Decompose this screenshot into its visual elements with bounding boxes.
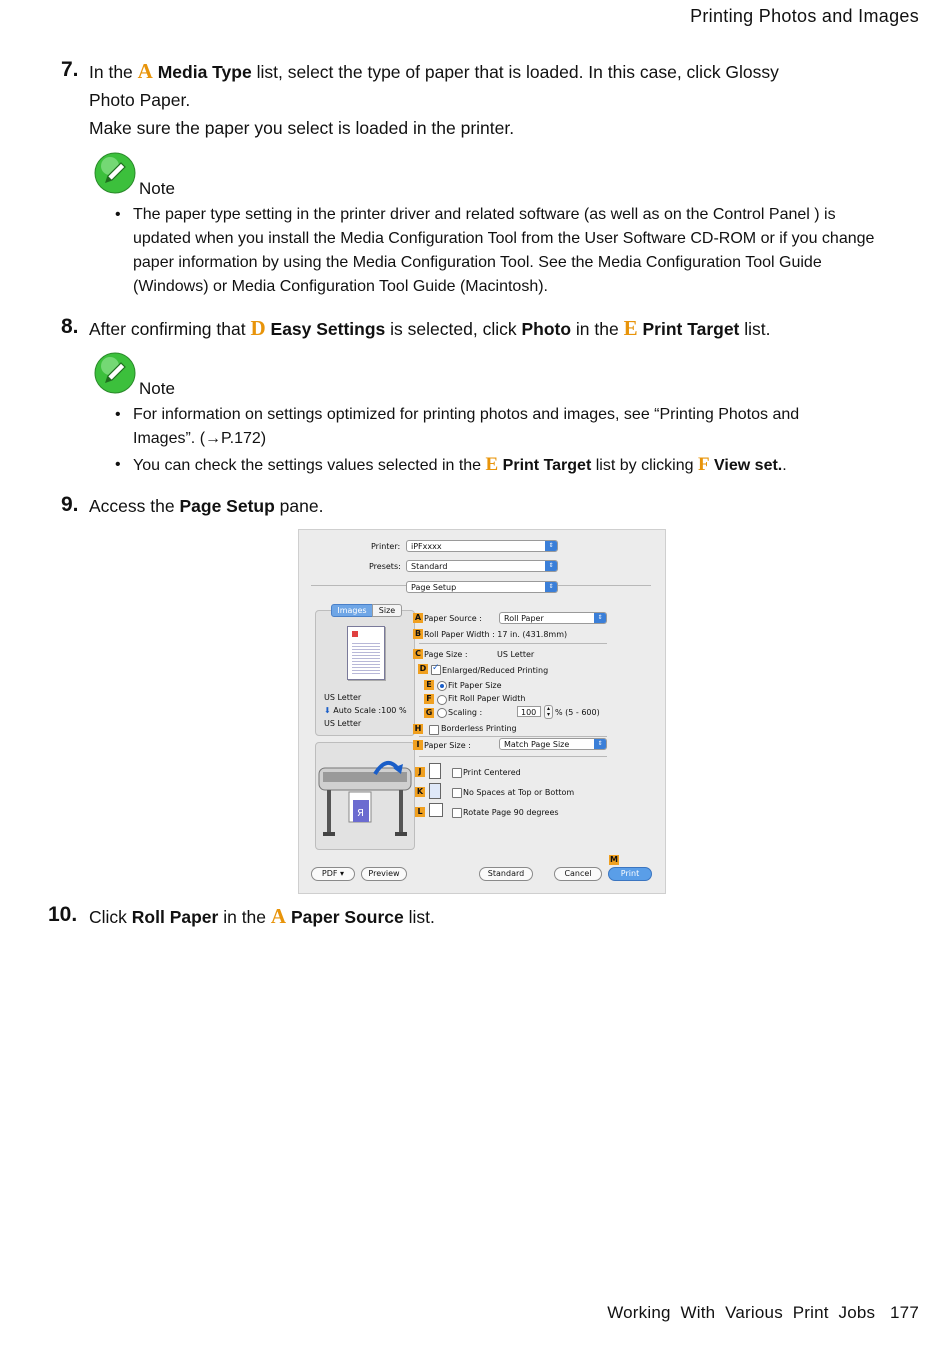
page-size-label: Page Size :	[424, 650, 468, 659]
scaling-label: Scaling :	[448, 708, 483, 717]
paper-source-value: Roll Paper	[504, 614, 544, 623]
tag-b: B	[414, 629, 422, 638]
svg-text:Я: Я	[357, 808, 364, 819]
step-8-t4: list.	[739, 319, 771, 339]
rotate-page-icon	[429, 803, 443, 817]
scaling-range: % (5 - 600)	[555, 708, 600, 717]
step-7-post: list, select the type of paper that is loaded. In this case, click Glossy	[251, 62, 779, 82]
preview-info-2-text: Auto Scale :100 %	[333, 706, 407, 715]
step-9-bold: Page Setup	[179, 496, 275, 516]
pane-select[interactable]	[406, 581, 558, 593]
step-10-post: list.	[403, 907, 435, 927]
label-letter-e: E	[623, 316, 638, 340]
tag-l: L	[415, 807, 425, 817]
thumbnail-lines	[352, 641, 380, 675]
step-7-line3: Make sure the paper you select is loaded in the printer.	[89, 118, 515, 138]
preview-info-3: US Letter	[324, 719, 362, 728]
step-7-pre: In the	[89, 62, 138, 82]
step-8-t2: is selected, click	[385, 319, 522, 339]
note-2-b2-bold1: Print Target	[502, 457, 592, 474]
note-pencil-icon	[94, 152, 136, 194]
rotate-label: Rotate Page 90 degrees	[463, 808, 559, 817]
cancel-button[interactable]: Cancel	[554, 867, 602, 881]
standard-button[interactable]: Standard	[479, 867, 533, 881]
label-letter-e: E	[485, 454, 499, 475]
printer-value: iPFxxxx	[411, 542, 442, 551]
step-8-text	[89, 314, 909, 343]
paper-size-label: Paper Size :	[424, 741, 471, 750]
step-10-text	[89, 902, 435, 931]
scaling-stepper-icon[interactable]: ▴ ▾	[544, 705, 553, 719]
no-spaces-checkbox[interactable]	[452, 788, 462, 798]
step-10-mid: in the	[218, 907, 271, 927]
step-7-number: 7.	[61, 58, 79, 81]
note-2-b2-pre: You can check the settings values selected in the	[133, 457, 486, 474]
label-letter-d: D	[250, 316, 266, 340]
note-2-bullet-2	[115, 453, 855, 478]
tag-k: K	[416, 787, 424, 796]
note-pencil-icon	[94, 352, 136, 394]
step-8-b3: Print Target	[642, 319, 740, 339]
scaling-radio[interactable]	[437, 708, 447, 718]
step-8-b2: Photo	[521, 319, 572, 339]
step-7-bold: Media Type	[157, 62, 252, 82]
presets-value: Standard	[411, 562, 448, 571]
presets-label: Presets:	[369, 562, 401, 571]
step-8-b1: Easy Settings	[270, 319, 386, 339]
note-1-label: Note	[139, 179, 175, 198]
step-7-text	[89, 57, 889, 142]
scaling-input[interactable]: 100	[517, 706, 541, 717]
thumbnail-logo-icon	[352, 631, 358, 637]
note-2-bullets	[115, 403, 855, 478]
step-9-pre: Access the	[89, 496, 180, 516]
enlarged-reduced-label: Enlarged/Reduced Printing	[442, 666, 549, 675]
tag-i: I	[413, 740, 423, 750]
step-10-b2: Paper Source	[290, 907, 404, 927]
step-9-text	[89, 492, 323, 520]
step-10-number: 10.	[48, 903, 78, 926]
tab-size[interactable]: Size	[372, 604, 402, 617]
printer-select[interactable]	[406, 540, 558, 552]
label-letter-f: F	[697, 454, 710, 475]
popup-arrows-icon: ⇕	[545, 541, 557, 551]
preview-info-2	[324, 706, 407, 715]
preview-button[interactable]: Preview	[361, 867, 407, 881]
popup-arrows-icon: ⇕	[545, 582, 557, 592]
tag-m: M	[610, 855, 618, 864]
tag-j: J	[415, 767, 425, 777]
divider	[419, 756, 607, 757]
step-7-line2: Photo Paper.	[89, 90, 191, 110]
presets-select[interactable]	[406, 560, 558, 572]
divider	[419, 736, 607, 737]
pane-value: Page Setup	[411, 583, 457, 592]
step-8-t3: in the	[571, 319, 624, 339]
page-setup-dialog-screenshot	[298, 529, 666, 894]
divider	[419, 643, 607, 644]
note-2-label: Note	[139, 379, 175, 398]
no-spaces-label: No Spaces at Top or Bottom	[463, 788, 575, 797]
preview-info-1: US Letter	[324, 693, 362, 702]
rotate-checkbox[interactable]	[452, 808, 462, 818]
label-letter-a: A	[270, 904, 287, 928]
step-8-t1: After confirming that	[89, 319, 251, 339]
print-centered-label: Print Centered	[463, 768, 521, 777]
paper-source-select[interactable]	[499, 612, 607, 624]
page-size-value: US Letter	[497, 650, 535, 659]
step-9-number: 9.	[61, 493, 79, 516]
paper-size-select[interactable]	[499, 738, 607, 750]
fit-roll-width-radio[interactable]	[437, 695, 447, 705]
print-centered-icon	[429, 763, 441, 779]
borderless-checkbox[interactable]	[429, 725, 439, 735]
step-10-pre: Click	[89, 907, 132, 927]
page-thumbnail	[347, 626, 385, 680]
printer-label: Printer:	[371, 542, 401, 551]
running-header: Printing Photos and Images	[690, 6, 919, 26]
enlarged-reduced-checkbox[interactable]	[431, 665, 441, 675]
tag-c: C	[413, 649, 423, 659]
tag-h: H	[414, 724, 422, 733]
running-footer: Working With Various Print Jobs 177	[607, 1303, 919, 1322]
fit-paper-size-label: Fit Paper Size	[448, 681, 502, 690]
roll-paper-width: Roll Paper Width : 17 in. (431.8mm)	[424, 630, 568, 639]
note-2-bullet-1: • For information on settings optimized for printing photos and images, see “Printing Photos and Images”. (→P.172)	[115, 403, 855, 451]
step-8-number: 8.	[61, 315, 79, 338]
tag-a: A	[414, 613, 422, 622]
note-2-b2-mid: list by clicking	[591, 457, 698, 474]
note-2-b2-bold2: View set.	[714, 457, 783, 474]
label-letter-a: A	[137, 59, 153, 83]
tag-f: F	[424, 694, 434, 704]
popup-arrows-icon: ⇕	[594, 739, 606, 749]
print-button[interactable]: Print	[608, 867, 652, 881]
no-spaces-icon	[429, 783, 441, 799]
note-1-bullets	[115, 203, 875, 299]
fit-paper-size-radio[interactable]	[437, 681, 447, 691]
popup-arrows-icon: ⇕	[594, 613, 606, 623]
tab-images[interactable]: Images	[331, 604, 373, 617]
step-9-post: pane.	[274, 496, 324, 516]
borderless-label: Borderless Printing	[441, 724, 517, 733]
tag-d: D	[419, 664, 427, 673]
down-arrow-icon: ⬇	[324, 706, 331, 715]
large-format-printer-icon	[317, 748, 413, 842]
paper-size-value: Match Page Size	[504, 740, 570, 749]
tag-g: G	[425, 708, 433, 717]
pdf-button[interactable]: PDF ▾	[311, 867, 355, 881]
step-10-b1: Roll Paper	[131, 907, 219, 927]
tag-e: E	[424, 680, 434, 690]
note-2-b2-post: .	[782, 457, 787, 474]
fit-roll-width-label: Fit Roll Paper Width	[448, 694, 526, 703]
print-centered-checkbox[interactable]	[452, 768, 462, 778]
paper-source-label: Paper Source :	[424, 614, 482, 623]
note-1-bullet: • The paper type setting in the printer driver and related software (as well as on the Control Panel ) is updated when you install the Media Configuration Tool from the User Software CD-ROM or if you change paper information by using the Media Configuration Tool. See the Media Configuration Tool Guide (Windows) or Media Configuration Tool Guide (Macintosh).	[115, 203, 875, 299]
popup-arrows-icon: ⇕	[545, 561, 557, 571]
